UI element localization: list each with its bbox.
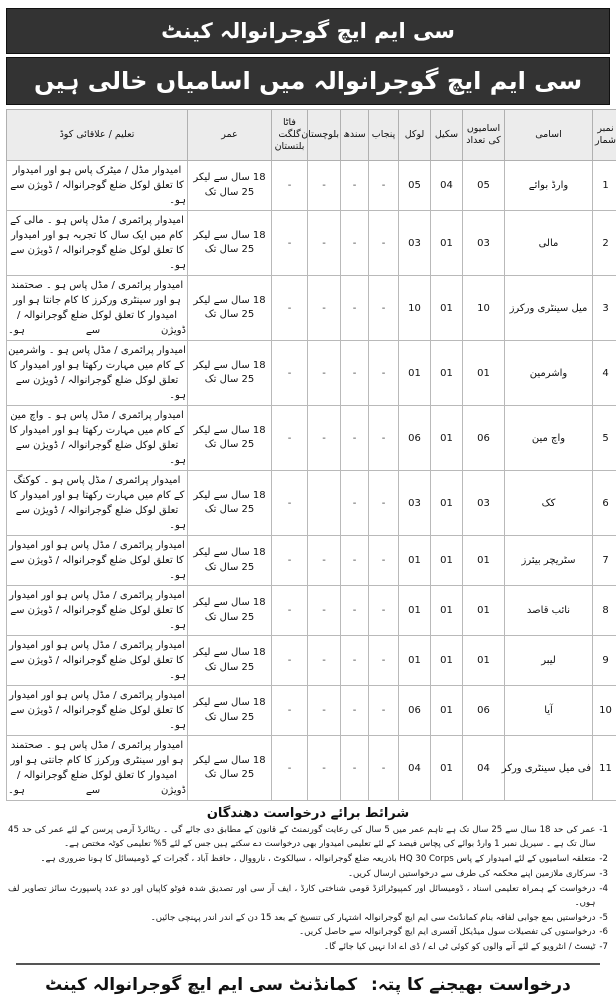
cell-local: 05 — [399, 161, 431, 211]
organization-title-banner: سی ایم ایچ گوجرانوالہ کینٹ — [6, 8, 610, 54]
cell-balochistan: - — [308, 341, 341, 406]
column-header-scale: سکیل — [431, 110, 463, 161]
cell-count: 05 — [463, 161, 505, 211]
condition-item — [8, 883, 608, 911]
cell-education: امیدوار پرائمری / مڈل پاس ہو اور امیدوار کا تعلق لوکل ضلع گوجرانوالہ / ڈویژن سے ہو۔ — [7, 536, 188, 586]
cell-scale: 01 — [431, 276, 463, 341]
condition-marker: 2- — [595, 853, 608, 867]
condition-text: درخواستیں بمع جوابی لفافہ بنام کمانڈنٹ سی ایم ایچ گوجرانوالہ اشتہار کی تنسیخ کے بعد 15 دن کے اندر اندر پہنچی جائیں۔ — [8, 912, 595, 926]
column-header-post: اسامی — [505, 110, 593, 161]
table-row — [7, 586, 616, 636]
cell-serial: 9 — [593, 636, 616, 686]
conditions-title: شرائط برائے درخواست دھندگان — [8, 806, 608, 821]
address-value: کمانڈنٹ سی ایم ایچ گوجرانوالہ کینٹ — [45, 975, 357, 995]
condition-item — [8, 868, 608, 882]
cell-education: امیدوار پرائمری / مڈل پاس ہو ۔ صحتمند ہو اور سینٹری ورکرز کا کام جانتا ہو اور امیدوار کا تعلق لوکل ضلع گوجرانوالہ / ڈویژن سے ہو۔ — [7, 276, 188, 341]
cell-sindh: - — [341, 406, 369, 471]
table-row — [7, 276, 616, 341]
cell-education: امیدوار مڈل / میٹرک پاس ہو اور امیدوار کا تعلق لوکل ضلع گوجرانوالہ / ڈویژن سے ہو۔ — [7, 161, 188, 211]
cell-fata: - — [272, 686, 308, 736]
cell-fata: - — [272, 736, 308, 801]
cell-count: 01 — [463, 341, 505, 406]
cell-scale: 01 — [431, 686, 463, 736]
column-header-local: لوکل — [399, 110, 431, 161]
table-row — [7, 536, 616, 586]
cell-fata: - — [272, 586, 308, 636]
cell-count: 06 — [463, 686, 505, 736]
column-header-fata: فاٹا گلگت بلتستان — [272, 110, 308, 161]
column-header-sindh: سندھ — [341, 110, 369, 161]
cell-punjab: - — [369, 211, 399, 276]
cell-scale: 01 — [431, 586, 463, 636]
condition-item — [8, 824, 608, 852]
cell-serial: 5 — [593, 406, 616, 471]
cell-count: 06 — [463, 406, 505, 471]
cell-post: کک — [505, 471, 593, 536]
cell-punjab: - — [369, 586, 399, 636]
condition-text: متعلقہ اسامیوں کے لئے امیدوار کے پاس HQ 30 Corps باذریعہ ضلع گوجرانوالہ ، سیالکوٹ ، نارووال ، حافظ آباد ، گجرات کے ڈومیسائل کا ہونا ضروری ہے۔ — [8, 853, 595, 867]
conditions-section — [6, 806, 610, 955]
cell-punjab: - — [369, 686, 399, 736]
table-row — [7, 211, 616, 276]
cell-age: 18 سال سے لیکر 25 سال تک — [188, 536, 272, 586]
footer-divider — [16, 963, 600, 965]
cell-serial: 3 — [593, 276, 616, 341]
cell-age: 18 سال سے لیکر 25 سال تک — [188, 736, 272, 801]
cell-local: 06 — [399, 686, 431, 736]
cell-fata: - — [272, 161, 308, 211]
column-header-age: عمر — [188, 110, 272, 161]
table-row — [7, 471, 616, 536]
cell-serial: 11 — [593, 736, 616, 801]
cell-local: 03 — [399, 211, 431, 276]
cell-serial: 4 — [593, 341, 616, 406]
cell-sindh: - — [341, 586, 369, 636]
column-header-balochistan: بلوچستان — [308, 110, 341, 161]
condition-marker: 7- — [595, 941, 608, 955]
cell-age: 18 سال سے لیکر 25 سال تک — [188, 471, 272, 536]
cell-scale: 01 — [431, 471, 463, 536]
table-row — [7, 686, 616, 736]
cell-sindh: - — [341, 686, 369, 736]
cell-post: نائب قاصد — [505, 586, 593, 636]
cell-scale: 04 — [431, 161, 463, 211]
cell-post: مالی — [505, 211, 593, 276]
cell-punjab: - — [369, 536, 399, 586]
condition-marker: 4- — [595, 883, 608, 911]
column-header-education: تعلیم / علاقائی کوڈ — [7, 110, 188, 161]
table-row — [7, 736, 616, 801]
cell-age: 18 سال سے لیکر 25 سال تک — [188, 586, 272, 636]
condition-item — [8, 941, 608, 955]
cell-sindh: - — [341, 736, 369, 801]
cell-scale: 01 — [431, 211, 463, 276]
cell-sindh: - — [341, 471, 369, 536]
cell-local: 04 — [399, 736, 431, 801]
condition-text: سرکاری ملازمین اپنے محکمہ کی طرف سے درخواستیں ارسال کریں۔ — [8, 868, 595, 882]
cell-sindh: - — [341, 161, 369, 211]
cell-balochistan: - — [308, 686, 341, 736]
cell-post: فی میل سینٹری ورکر — [505, 736, 593, 801]
cell-balochistan: - — [308, 276, 341, 341]
cell-punjab: - — [369, 736, 399, 801]
cell-age: 18 سال سے لیکر 25 سال تک — [188, 686, 272, 736]
column-header-serial: نمبر شمار — [593, 110, 616, 161]
table-row — [7, 161, 616, 211]
cell-balochistan: - — [308, 736, 341, 801]
cell-count: 10 — [463, 276, 505, 341]
cell-serial: 1 — [593, 161, 616, 211]
condition-text: عمر کی حد 18 سال سے 25 سال تک ہے تاہم عمر میں 5 سال کی رعایت گورنمنٹ کے قانون کے مطابق دی جائے گی ۔ ریٹائرڈ آرمی پرسن کے لئے عمر کی حد 45 سال تک ہے ۔ سیریل نمبر 1 وارڈ بوائے کی پچاس فیصد کے لئے تعلیمی امیدوار بھی درخواست دے سکتے ہیں جس کے لئے 5% تعلیمی کوٹہ مختص ہے۔ — [8, 824, 595, 852]
vacancy-table — [6, 109, 616, 801]
cell-punjab: - — [369, 161, 399, 211]
cell-sindh: - — [341, 276, 369, 341]
cell-post: میل سینٹری ورکرز — [505, 276, 593, 341]
condition-text: ٹیسٹ / انٹرویو کے لئے آنے والوں کو کوئی ٹی اے / ڈی اے ادا نہیں کیا جائے گا۔ — [8, 941, 595, 955]
cell-post: آیا — [505, 686, 593, 736]
cell-count: 04 — [463, 736, 505, 801]
cell-fata: - — [272, 211, 308, 276]
cell-sindh: - — [341, 341, 369, 406]
cell-count: 03 — [463, 471, 505, 536]
table-header-row — [7, 110, 616, 161]
table-row — [7, 406, 616, 471]
address-label: درخواست بھیجنے کا پتہ: — [371, 975, 571, 995]
cell-balochistan: - — [308, 161, 341, 211]
cell-count: 01 — [463, 636, 505, 686]
cell-scale: 01 — [431, 341, 463, 406]
cell-post: واشرمین — [505, 341, 593, 406]
cell-local: 01 — [399, 341, 431, 406]
cell-serial: 6 — [593, 471, 616, 536]
cell-scale: 01 — [431, 536, 463, 586]
column-header-count: اسامیوں کی تعداد — [463, 110, 505, 161]
condition-item — [8, 926, 608, 940]
cell-age: 18 سال سے لیکر 25 سال تک — [188, 406, 272, 471]
headline-banner: سی ایم ایچ گوجرانوالہ میں اسامیاں خالی ہیں — [6, 57, 610, 105]
cell-punjab: - — [369, 341, 399, 406]
cell-local: 06 — [399, 406, 431, 471]
cell-serial: 10 — [593, 686, 616, 736]
cell-fata: - — [272, 636, 308, 686]
cell-education: امیدوار پرائمری / مڈل پاس ہو ۔ صحتمند ہو اور سینٹری ورکرز کا کام جانتی ہو اور امیدوار کا تعلق لوکل ضلع گوجرانوالہ / ڈویژن سے ہو۔ — [7, 736, 188, 801]
conditions-list — [8, 824, 608, 955]
cell-fata: - — [272, 276, 308, 341]
condition-item — [8, 912, 608, 926]
cell-scale: 01 — [431, 736, 463, 801]
cell-post: لیبر — [505, 636, 593, 686]
cell-age: 18 سال سے لیکر 25 سال تک — [188, 341, 272, 406]
cell-education: امیدوار پرائمری / مڈل پاس ہو ۔ کوکنگ کے کام میں مہارت رکھتا ہو اور امیدوار کا تعلق لوکل ضلع گوجرانوالہ / ڈویژن سے ہو۔ — [7, 471, 188, 536]
table-row — [7, 341, 616, 406]
cell-balochistan: - — [308, 636, 341, 686]
condition-item — [8, 853, 608, 867]
cell-local: 10 — [399, 276, 431, 341]
cell-count: 01 — [463, 536, 505, 586]
condition-marker: 1- — [595, 824, 608, 852]
table-row — [7, 636, 616, 686]
cell-sindh: - — [341, 536, 369, 586]
condition-marker: 3- — [595, 868, 608, 882]
cell-post: سٹریچر بیئرز — [505, 536, 593, 586]
cell-fata: - — [272, 536, 308, 586]
cell-education: امیدوار پرائمری / مڈل پاس ہو ۔ واشرمین کے کام میں مہارت رکھتا ہو اور امیدوار کا تعلق لوکل ضلع گوجرانوالہ / ڈویژن سے ہو۔ — [7, 341, 188, 406]
cell-balochistan: - — [308, 211, 341, 276]
cell-punjab: - — [369, 636, 399, 686]
cell-count: 03 — [463, 211, 505, 276]
footer-address — [6, 974, 610, 995]
cell-age: 18 سال سے لیکر 25 سال تک — [188, 636, 272, 686]
cell-balochistan: - — [308, 406, 341, 471]
cell-fata: - — [272, 406, 308, 471]
cell-balochistan: - — [308, 536, 341, 586]
cell-scale: 01 — [431, 636, 463, 686]
cell-punjab: - — [369, 406, 399, 471]
condition-text: درخواستوں کی تفصیلات سول میڈیکل آفسری ایم ایچ گوجرانوالہ سے حاصل کریں۔ — [8, 926, 595, 940]
cell-sindh: - — [341, 211, 369, 276]
cell-fata: - — [272, 341, 308, 406]
cell-age: 18 سال سے لیکر 25 سال تک — [188, 276, 272, 341]
cell-age: 18 سال سے لیکر 25 سال تک — [188, 211, 272, 276]
cell-education: امیدوار پرائمری / مڈل پاس ہو اور امیدوار کا تعلق لوکل ضلع گوجرانوالہ / ڈویژن سے ہو۔ — [7, 586, 188, 636]
cell-scale: 01 — [431, 406, 463, 471]
cell-age: 18 سال سے لیکر 25 سال تک — [188, 161, 272, 211]
cell-education: امیدوار پرائمری / مڈل پاس ہو اور امیدوار کا تعلق لوکل ضلع گوجرانوالہ / ڈویژن سے ہو۔ — [7, 636, 188, 686]
cell-serial: 7 — [593, 536, 616, 586]
cell-post: وارڈ بوائے — [505, 161, 593, 211]
condition-marker: 5- — [595, 912, 608, 926]
cell-education: امیدوار پرائمری / مڈل پاس ہو ۔ مالی کے کام میں ایک سال کا تجربہ ہو اور امیدوار کا تعلق لوکل ضلع گوجرانوالہ / ڈویژن سے ہو۔ — [7, 211, 188, 276]
cell-balochistan — [308, 471, 341, 536]
cell-local: 01 — [399, 636, 431, 686]
cell-serial: 2 — [593, 211, 616, 276]
cell-local: 03 — [399, 471, 431, 536]
cell-punjab: - — [369, 471, 399, 536]
condition-marker: 6- — [595, 926, 608, 940]
cell-local: 01 — [399, 536, 431, 586]
cell-local: 01 — [399, 586, 431, 636]
condition-text: درخواست کے ہمراہ تعلیمی اسناد ، ڈومیسائل اور کمپیوٹرائزڈ قومی شناختی کارڈ ، ایف آر سی اور تصدیق شدہ فوٹو کاپیاں اور دو عدد پاسپورٹ سائز تصاویر لف ہوں۔ — [8, 883, 595, 911]
cell-fata: - — [272, 471, 308, 536]
cell-sindh: - — [341, 636, 369, 686]
cell-education: امیدوار پرائمری / مڈل پاس ہو اور امیدوار کا تعلق لوکل ضلع گوجرانوالہ / ڈویژن سے ہو۔ — [7, 686, 188, 736]
cell-post: واچ مین — [505, 406, 593, 471]
cell-count: 01 — [463, 586, 505, 636]
column-header-punjab: پنجاب — [369, 110, 399, 161]
cell-balochistan: - — [308, 586, 341, 636]
cell-punjab: - — [369, 276, 399, 341]
cell-serial: 8 — [593, 586, 616, 636]
cell-education: امیدوار پرائمری / مڈل پاس ہو ۔ واچ مین کے کام میں مہارت رکھتا ہو اور امیدوار کا تعلق لوکل ضلع گوجرانوالہ / ڈویژن سے ہو۔ — [7, 406, 188, 471]
